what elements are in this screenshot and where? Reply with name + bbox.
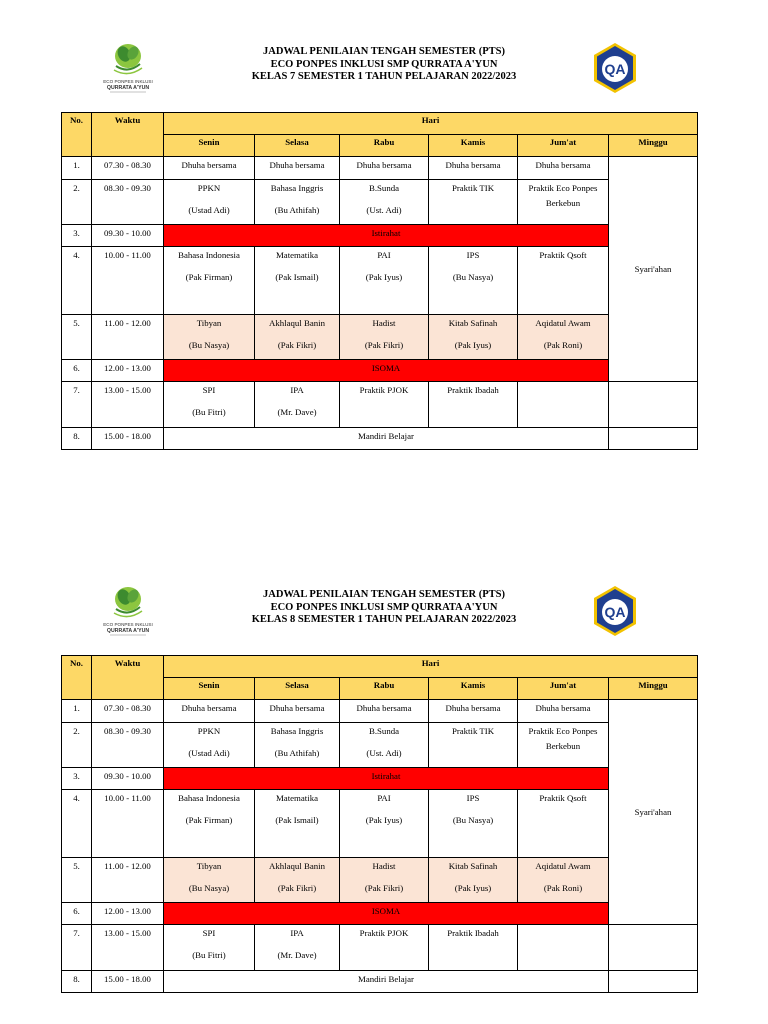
- row-time: 10.00 - 11.00: [92, 790, 164, 858]
- row-no: 8.: [62, 971, 92, 993]
- teacher: (Pak Firman): [185, 272, 233, 282]
- row-no: 3.: [62, 225, 92, 247]
- table-row: [62, 360, 698, 382]
- subject: Aqidatul Awam: [535, 861, 591, 871]
- teacher: (Bu Nasya): [188, 883, 230, 893]
- cell-rabu: [340, 247, 429, 315]
- qa-seal-logo: [592, 42, 638, 94]
- teacher: (Ustad Adi): [188, 205, 230, 215]
- cell-selasa: [255, 925, 340, 971]
- subject: Praktik Eco Ponpes: [528, 183, 598, 193]
- header-day-rabu: Rabu: [340, 135, 429, 157]
- row-no: 1.: [62, 157, 92, 180]
- cell-minggu-empty: [609, 428, 698, 450]
- cell-rabu: Dhuha bersama: [340, 700, 429, 723]
- cell-selasa: [255, 180, 340, 225]
- subject: Bahasa Inggris: [270, 183, 324, 193]
- subject: PAI: [377, 793, 391, 803]
- teacher: (Pak Fikri): [364, 883, 404, 893]
- header-day-jumat: Jum'at: [518, 135, 609, 157]
- subject: Bahasa Indonesia: [178, 250, 240, 260]
- cell-senin: [164, 925, 255, 971]
- row-time: 07.30 - 08.30: [92, 157, 164, 180]
- seal-text: QA: [604, 604, 626, 620]
- subject: Akhlaqul Banin: [269, 861, 325, 871]
- subject: Akhlaqul Banin: [269, 318, 325, 328]
- row-no: 3.: [62, 768, 92, 790]
- cell-senin: [164, 180, 255, 225]
- break-cell: Istirahat: [164, 768, 609, 790]
- subject: Tibyan: [196, 318, 222, 328]
- cell-kamis: [429, 247, 518, 315]
- row-time: 12.00 - 13.00: [92, 360, 164, 382]
- subject: Praktik Eco Ponpes: [528, 726, 598, 736]
- table-row: [62, 971, 698, 993]
- teacher: (Pak Iyus): [365, 272, 403, 282]
- cell-kamis: [429, 858, 518, 903]
- cell-selasa: [255, 382, 340, 428]
- row-time: 10.00 - 11.00: [92, 247, 164, 315]
- cell-selasa: Dhuha bersama: [255, 700, 340, 723]
- cell-jumat: [518, 180, 609, 225]
- subject: SPI: [202, 928, 216, 938]
- cell-jumat: Praktik Qsoft: [518, 790, 609, 858]
- row-time: 09.30 - 10.00: [92, 225, 164, 247]
- title-line-2: ECO PONPES INKLUSI SMP QURRATA A'YUN: [270, 58, 498, 70]
- schedule-block-1: [0, 40, 768, 470]
- cell-kamis: Dhuha bersama: [429, 700, 518, 723]
- teacher: (Bu Nasya): [188, 340, 230, 350]
- title-line-2: ECO PONPES INKLUSI SMP QURRATA A'YUN: [270, 601, 498, 613]
- table-row: [62, 157, 698, 180]
- row-no: 6.: [62, 360, 92, 382]
- cell-kamis: Dhuha bersama: [429, 157, 518, 180]
- qa-seal-logo: [592, 585, 638, 637]
- table-row: [62, 903, 698, 925]
- subject: Kitab Safinah: [448, 861, 498, 871]
- row-time: 07.30 - 08.30: [92, 700, 164, 723]
- row-no: 7.: [62, 382, 92, 428]
- table-row: [62, 723, 698, 768]
- row-no: 8.: [62, 428, 92, 450]
- cell-jumat: [518, 925, 609, 971]
- subject: IPS: [466, 250, 480, 260]
- cell-kamis: [429, 315, 518, 360]
- header-no: No.: [62, 113, 92, 157]
- row-no: 5.: [62, 315, 92, 360]
- logo-text-2: QURRATA A'YUN: [106, 628, 150, 634]
- row-time: 13.00 - 15.00: [92, 925, 164, 971]
- break-cell: ISOMA: [164, 360, 609, 382]
- table-row: [62, 180, 698, 225]
- logo-text-2: QURRATA A'YUN: [106, 85, 150, 91]
- teacher: (Pak Ismail): [275, 272, 319, 282]
- cell-minggu-empty: [609, 925, 698, 971]
- table-row: [62, 382, 698, 428]
- header-day-kamis: Kamis: [429, 135, 518, 157]
- teacher: (Pak Roni): [543, 883, 583, 893]
- subject-line-2: Berkebun: [545, 741, 581, 751]
- teacher: (Pak Iyus): [454, 340, 492, 350]
- cell-rabu: Praktik PJOK: [340, 925, 429, 971]
- teacher: (Pak Fikri): [364, 340, 404, 350]
- teacher: (Bu Nasya): [452, 815, 494, 825]
- row-time: 12.00 - 13.00: [92, 903, 164, 925]
- subject: Matematika: [275, 250, 318, 260]
- row-time: 11.00 - 12.00: [92, 858, 164, 903]
- row-no: 4.: [62, 247, 92, 315]
- subject: Hadist: [372, 861, 396, 871]
- subject-line-2: Berkebun: [545, 198, 581, 208]
- teacher: (Pak Ismail): [275, 815, 319, 825]
- teacher: (Pak Firman): [185, 815, 233, 825]
- subject: IPA: [290, 385, 304, 395]
- subject: Aqidatul Awam: [535, 318, 591, 328]
- subject: IPA: [290, 928, 304, 938]
- cell-jumat: [518, 858, 609, 903]
- subject: SPI: [202, 385, 216, 395]
- subject: Hadist: [372, 318, 396, 328]
- subject: Kitab Safinah: [448, 318, 498, 328]
- cell-senin: [164, 382, 255, 428]
- header-hari: Hari: [164, 656, 698, 678]
- cell-selasa: Dhuha bersama: [255, 157, 340, 180]
- title-line-3: KELAS 7 SEMESTER 1 TAHUN PELAJARAN 2022/2023: [251, 71, 517, 82]
- cell-rabu: [340, 790, 429, 858]
- header-day-selasa: Selasa: [255, 135, 340, 157]
- teacher: (Bu Athifah): [274, 748, 320, 758]
- title-line-1: JADWAL PENILAIAN TENGAH SEMESTER (PTS): [263, 46, 505, 57]
- teacher: (Pak Roni): [543, 340, 583, 350]
- row-time: 08.30 - 09.30: [92, 723, 164, 768]
- table-row: [62, 768, 698, 790]
- header-hari: Hari: [164, 113, 698, 135]
- header-day-rabu: Rabu: [340, 678, 429, 700]
- cell-minggu: Syari'ahan: [609, 700, 698, 925]
- cell-selasa: [255, 723, 340, 768]
- cell-senin: Dhuha bersama: [164, 700, 255, 723]
- row-no: 7.: [62, 925, 92, 971]
- header-day-senin: Senin: [164, 678, 255, 700]
- schedule-block-2: [0, 583, 768, 1013]
- subject: B.Sunda: [368, 183, 400, 193]
- table-row: [62, 858, 698, 903]
- teacher: (Mr. Dave): [277, 950, 317, 960]
- cell-kamis: Praktik Ibadah: [429, 925, 518, 971]
- table-row: [62, 247, 698, 315]
- header-day-selasa: Selasa: [255, 678, 340, 700]
- mandiri-cell: Mandiri Belajar: [164, 428, 609, 450]
- cell-kamis: [429, 790, 518, 858]
- row-time: 11.00 - 12.00: [92, 315, 164, 360]
- teacher: (Ustad Adi): [188, 748, 230, 758]
- cell-selasa: [255, 315, 340, 360]
- schedule-title: [200, 589, 568, 627]
- teacher: (Ust. Adi): [366, 205, 402, 215]
- header-day-minggu: Minggu: [609, 135, 698, 157]
- cell-rabu: [340, 723, 429, 768]
- title-line-3: KELAS 8 SEMESTER 1 TAHUN PELAJARAN 2022/2023: [251, 614, 517, 625]
- cell-jumat: [518, 723, 609, 768]
- table-row: [62, 225, 698, 247]
- teacher: (Bu Fitri): [192, 407, 226, 417]
- cell-selasa: [255, 858, 340, 903]
- row-no: 6.: [62, 903, 92, 925]
- table-row: [62, 315, 698, 360]
- cell-jumat: Dhuha bersama: [518, 157, 609, 180]
- cell-rabu: [340, 315, 429, 360]
- schedule-title: [200, 46, 568, 84]
- subject: PAI: [377, 250, 391, 260]
- cell-rabu: [340, 180, 429, 225]
- cell-jumat: Dhuha bersama: [518, 700, 609, 723]
- teacher: (Bu Nasya): [452, 272, 494, 282]
- cell-selasa: [255, 247, 340, 315]
- teacher: (Bu Athifah): [274, 205, 320, 215]
- row-no: 5.: [62, 858, 92, 903]
- row-no: 2.: [62, 723, 92, 768]
- teacher: (Pak Iyus): [454, 883, 492, 893]
- eco-ponpes-logo: [100, 583, 156, 639]
- mandiri-cell: Mandiri Belajar: [164, 971, 609, 993]
- row-time: 15.00 - 18.00: [92, 428, 164, 450]
- schedule-table: [61, 112, 698, 450]
- header-day-kamis: Kamis: [429, 678, 518, 700]
- cell-senin: [164, 315, 255, 360]
- cell-minggu: Syari'ahan: [609, 157, 698, 382]
- row-no: 1.: [62, 700, 92, 723]
- header-day-senin: Senin: [164, 135, 255, 157]
- break-cell: Istirahat: [164, 225, 609, 247]
- header-waktu: Waktu: [92, 113, 164, 157]
- subject: Matematika: [275, 793, 318, 803]
- teacher: (Ust. Adi): [366, 748, 402, 758]
- eco-ponpes-logo: [100, 40, 156, 96]
- cell-senin: [164, 858, 255, 903]
- cell-minggu-empty: [609, 971, 698, 993]
- cell-kamis: Praktik Ibadah: [429, 382, 518, 428]
- row-time: 09.30 - 10.00: [92, 768, 164, 790]
- subject: IPS: [466, 793, 480, 803]
- logo-text-1: ECO PONPES INKLUSI: [103, 79, 153, 84]
- title-line-1: JADWAL PENILAIAN TENGAH SEMESTER (PTS): [263, 589, 505, 600]
- logo-text-1: ECO PONPES INKLUSI: [103, 622, 153, 627]
- cell-rabu: Praktik PJOK: [340, 382, 429, 428]
- header-day-jumat: Jum'at: [518, 678, 609, 700]
- row-no: 2.: [62, 180, 92, 225]
- cell-rabu: [340, 858, 429, 903]
- subject: PPKN: [197, 183, 221, 193]
- teacher: (Bu Fitri): [192, 950, 226, 960]
- cell-senin: Dhuha bersama: [164, 157, 255, 180]
- cell-rabu: Dhuha bersama: [340, 157, 429, 180]
- header-no: No.: [62, 656, 92, 700]
- subject: PPKN: [197, 726, 221, 736]
- cell-jumat: Praktik Qsoft: [518, 247, 609, 315]
- teacher: (Mr. Dave): [277, 407, 317, 417]
- cell-minggu-empty: [609, 382, 698, 428]
- cell-senin: [164, 790, 255, 858]
- cell-senin: [164, 247, 255, 315]
- cell-senin: [164, 723, 255, 768]
- row-no: 4.: [62, 790, 92, 858]
- break-cell: ISOMA: [164, 903, 609, 925]
- cell-jumat: [518, 382, 609, 428]
- header-day-minggu: Minggu: [609, 678, 698, 700]
- header-waktu: Waktu: [92, 656, 164, 700]
- row-time: 15.00 - 18.00: [92, 971, 164, 993]
- subject: B.Sunda: [368, 726, 400, 736]
- table-row: [62, 700, 698, 723]
- subject: Bahasa Indonesia: [178, 793, 240, 803]
- teacher: (Pak Fikri): [277, 883, 317, 893]
- table-row: [62, 925, 698, 971]
- cell-selasa: [255, 790, 340, 858]
- row-time: 08.30 - 09.30: [92, 180, 164, 225]
- cell-kamis: Praktik TIK: [429, 723, 518, 768]
- table-row: [62, 790, 698, 858]
- subject: Bahasa Inggris: [270, 726, 324, 736]
- schedule-table: [61, 655, 698, 993]
- teacher: (Pak Iyus): [365, 815, 403, 825]
- cell-jumat: [518, 315, 609, 360]
- teacher: (Pak Fikri): [277, 340, 317, 350]
- table-row: [62, 428, 698, 450]
- seal-text: QA: [604, 61, 626, 77]
- subject: Tibyan: [196, 861, 222, 871]
- row-time: 13.00 - 15.00: [92, 382, 164, 428]
- cell-kamis: Praktik TIK: [429, 180, 518, 225]
